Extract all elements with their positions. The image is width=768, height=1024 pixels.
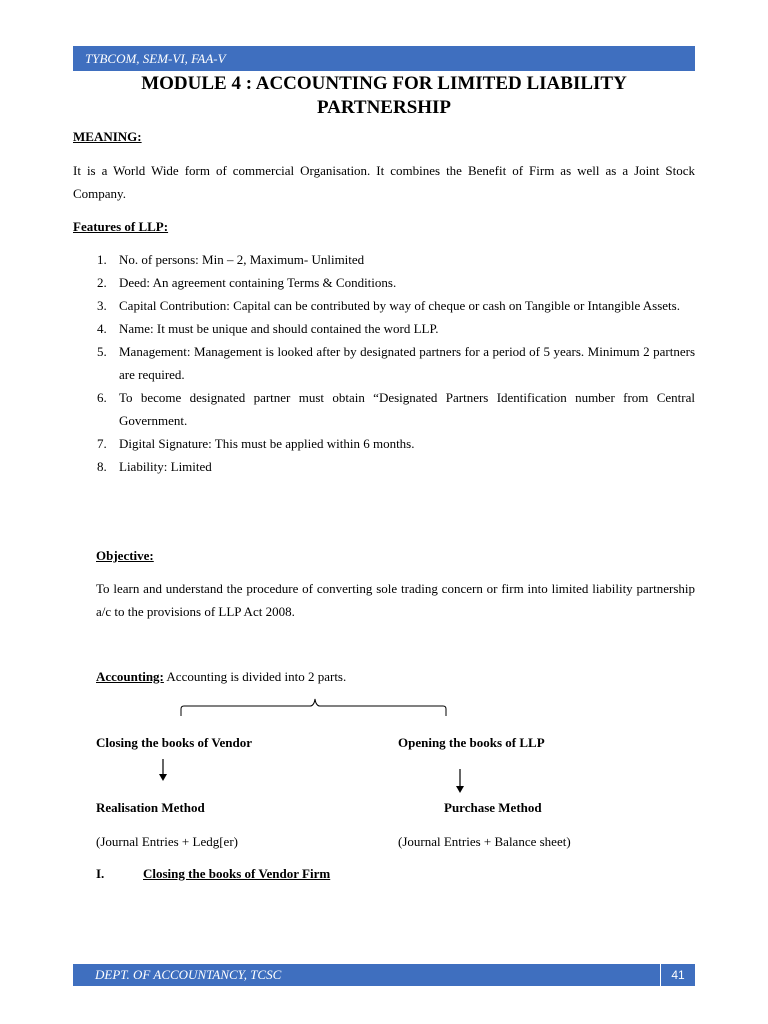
left-arrow-head — [159, 774, 167, 781]
feature-text: Name: It must be unique and should contained the word LLP. — [119, 321, 439, 336]
list-item: 3. Capital Contribution: Capital can be contributed by way of cheque or cash on Tangible or Intangible Assets. — [97, 298, 680, 313]
meaning-heading: MEANING: — [73, 129, 142, 144]
list-item: 1. No. of persons: Min – 2, Maximum- Unlimited — [97, 252, 365, 267]
feature-text: No. of persons: Min – 2, Maximum- Unlimited — [119, 252, 365, 267]
meaning-text: It is a World Wide form of commercial Organisation. It combines the Benefit of Firm as well as a Joint Stock Company. — [73, 163, 695, 201]
features-heading: Features of LLP: — [73, 219, 169, 234]
right-arrow-head — [456, 786, 464, 793]
feature-text: Capital Contribution: Capital can be contributed by way of cheque or cash on Tangible or Intangible Assets. — [119, 298, 680, 313]
left-note: (Journal Entries + Ledg[er) — [96, 834, 238, 849]
section-title: Closing the books of Vendor Firm — [143, 866, 331, 881]
page-number: 41 — [660, 964, 695, 986]
right-note: (Journal Entries + Balance sheet) — [398, 834, 571, 849]
list-item: 8. Liability: Limited — [97, 459, 212, 474]
title-line-1: MODULE 4 : ACCOUNTING FOR LIMITED LIABILITY — [141, 73, 627, 94]
objective-text: To learn and understand the procedure of converting sole trading concern or firm into limited liability partnership a/c to the provisions of LLP Act 2008. — [96, 581, 695, 619]
feature-text: Digital Signature: This must be applied within 6 months. — [119, 436, 415, 451]
title-line-2: PARTNERSHIP — [316, 97, 452, 118]
footer-banner — [73, 964, 695, 986]
feature-text: Liability: Limited — [119, 459, 212, 474]
right-branch-title: Opening the books of LLP — [398, 735, 545, 750]
accounting-label: Accounting: — [96, 669, 164, 684]
list-item: 2. Deed: An agreement containing Terms & Conditions. — [97, 275, 397, 290]
list-item: 6. To become designated partner must obtain “Designated Partners Identification number from Central Government. — [97, 390, 695, 428]
split-brace — [181, 699, 446, 716]
list-item: 7. Digital Signature: This must be applied within 6 months. — [97, 436, 415, 451]
feature-text: Deed: An agreement containing Terms & Conditions. — [119, 275, 397, 290]
header-text: TYBCOM, SEM-VI, FAA-V — [85, 51, 226, 66]
footer-dept: DEPT. OF ACCOUNTANCY, TCSC — [95, 967, 282, 982]
accounting-text: Accounting is divided into 2 parts. — [163, 669, 347, 684]
list-item: 4. Name: It must be unique and should contained the word LLP. — [97, 321, 439, 336]
left-method: Realisation Method — [96, 800, 205, 815]
right-method: Purchase Method — [444, 800, 542, 815]
list-item: 5. Management: Management is looked after by designated partners for a period of 5 years. Minimum 2 partners are required. — [97, 344, 695, 382]
feature-text: Management: Management is looked after by designated partners for a period of 5 years. Minimum 2 partners are required. — [119, 344, 695, 382]
left-branch-title: Closing the books of Vendor — [96, 735, 253, 750]
objective-heading: Objective: — [96, 548, 154, 563]
feature-text: To become designated partner must obtain “Designated Partners Identification number from Central Government. — [119, 390, 695, 428]
section-numeral: I. — [96, 866, 105, 881]
